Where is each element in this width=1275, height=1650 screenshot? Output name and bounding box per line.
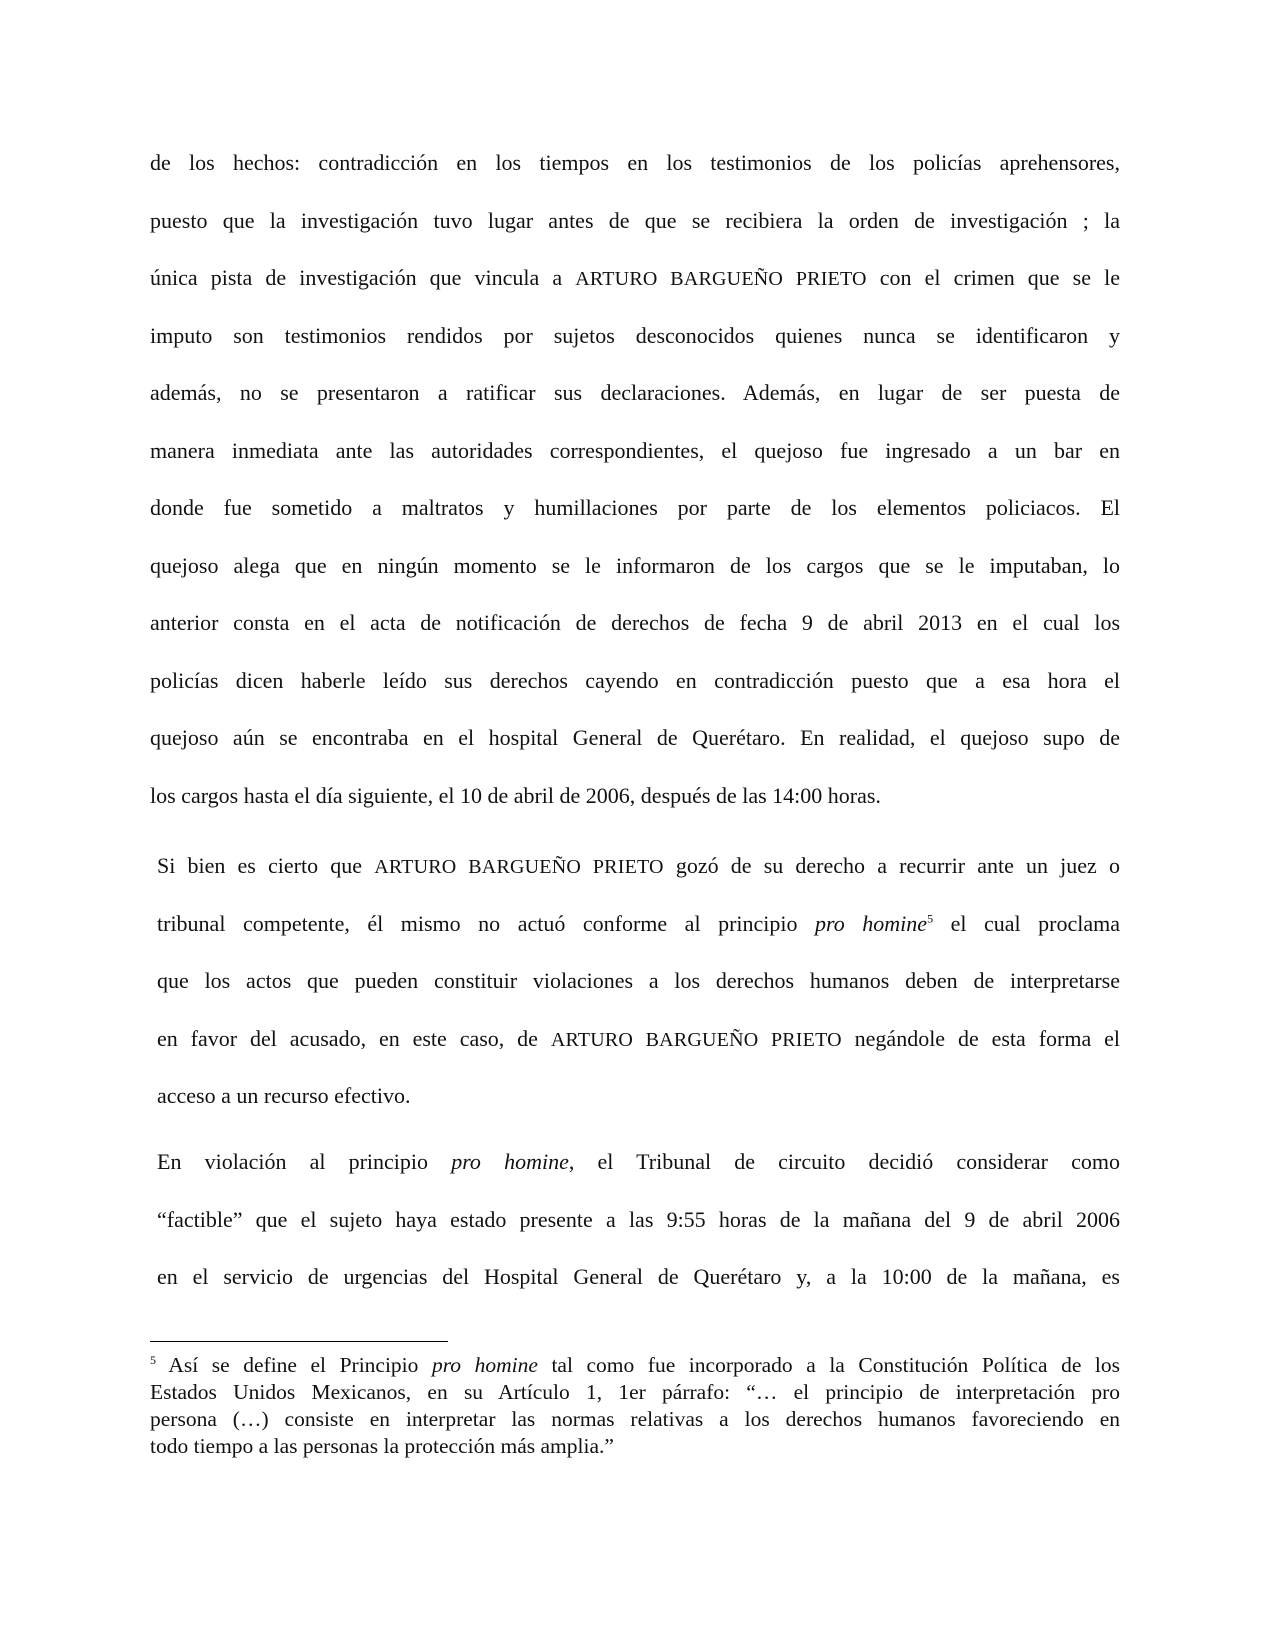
text-line: en el servicio de urgencias del Hospital General de Querétaro y, a la 10:00 de la mañana, es (157, 1264, 1120, 1289)
text-segment: , el Tribunal de circuito decidió considerar como (568, 1149, 1121, 1174)
text-line: los cargos hasta el día siguiente, el 10 de abril de 2006, después de las 14:00 horas. (150, 782, 881, 808)
text-segment: Si bien es cierto que (157, 853, 375, 878)
paragraph-hechos (150, 134, 1120, 824)
italic-term: pro homine (431, 1353, 538, 1377)
italic-term: pro homine (451, 1149, 569, 1174)
text-segment: única pista de investigación que vincula a (150, 265, 576, 290)
text-line: manera inmediata ante las autoridades correspondientes, el quejoso fue ingresado a un bar en (150, 437, 1120, 463)
text-segment: Así se define el Principio (156, 1353, 432, 1377)
text-line: anterior consta en el acta de notificación de derechos de fecha 9 de abril 2013 en el cual los (150, 610, 1120, 635)
text-line: “factible” que el sujeto haya estado presente a las 9:55 horas de la mañana del 9 de abril 2006 (157, 1206, 1120, 1232)
text-line: policías dicen haberle leído sus derechos cayendo en contradicción puesto que a esa hora el (150, 667, 1120, 693)
text-line: puesto que la investigación tuvo lugar antes de que se recibiera la orden de investigación ; la (150, 207, 1120, 233)
person-name: ARTURO BARGUEÑO PRIETO (575, 268, 867, 290)
text-segment: tribunal competente, él mismo no actuó conforme al principio (157, 910, 816, 936)
text-line: de los hechos: contradicción en los tiempos en los testimonios de los policías aprehensores, (150, 150, 1120, 175)
text-segment: En violación al principio (157, 1149, 452, 1174)
text-line: quejoso aún se encontraba en el hospital General de Querétaro. En realidad, el quejoso supo de (150, 725, 1120, 750)
text-line (157, 895, 1120, 953)
text-line: además, no se presentaron a ratificar sus declaraciones. Además, en lugar de ser puesta de (150, 380, 1120, 405)
text-segment: tal como fue incorporado a la Constitución Política de los (537, 1353, 1121, 1377)
italic-term: pro homine (815, 910, 928, 936)
footnote-line: persona (…) consiste en interpretar las normas relativas a los derechos humanos favoreciendo en (150, 1407, 1120, 1431)
text-line: imputo son testimonios rendidos por sujetos desconocidos quienes nunca se identificaron y (150, 322, 1120, 348)
paragraph-pro-homine (157, 837, 1120, 1125)
footnote-number: 5 (150, 1352, 156, 1367)
footnote-line: todo tiempo a las personas la protección más amplia.” (150, 1434, 614, 1458)
text-segment: gozó de su derecho a recurrir ante un juez o (663, 853, 1120, 878)
footnote-reference[interactable]: 5 (927, 911, 934, 926)
person-name: ARTURO BARGUEÑO PRIETO (550, 1028, 842, 1051)
text-segment: en favor del acusado, en este caso, de (157, 1025, 551, 1051)
text-line (157, 1010, 1120, 1068)
text-line: quejoso alega que en ningún momento se le informaron de los cargos que se le imputaban, lo (150, 552, 1120, 578)
text-line (157, 837, 1120, 895)
text-line: acceso a un recurso efectivo. (157, 1083, 411, 1108)
person-name: ARTURO BARGUEÑO PRIETO (374, 856, 664, 878)
text-line: donde fue sometido a maltratos y humillaciones por parte de los elementos policiacos. El (150, 495, 1120, 520)
footnote-separator (150, 1341, 448, 1342)
paragraph-violacion (157, 1133, 1120, 1306)
text-segment: con el crimen que se le (866, 265, 1120, 290)
text-line: que los actos que pueden constituir violaciones a los derechos humanos deben de interpretarse (157, 968, 1120, 993)
footnote-line: Estados Unidos Mexicanos, en su Artículo 1, 1er párrafo: “… el principio de interpretación pro (150, 1380, 1120, 1404)
footnote (150, 1352, 1120, 1460)
text-line (150, 249, 1120, 307)
text-segment: negándole de esta forma el (841, 1025, 1120, 1051)
footnote-line (150, 1352, 1120, 1379)
text-segment: el cual proclama (933, 910, 1120, 936)
text-line (157, 1133, 1120, 1191)
